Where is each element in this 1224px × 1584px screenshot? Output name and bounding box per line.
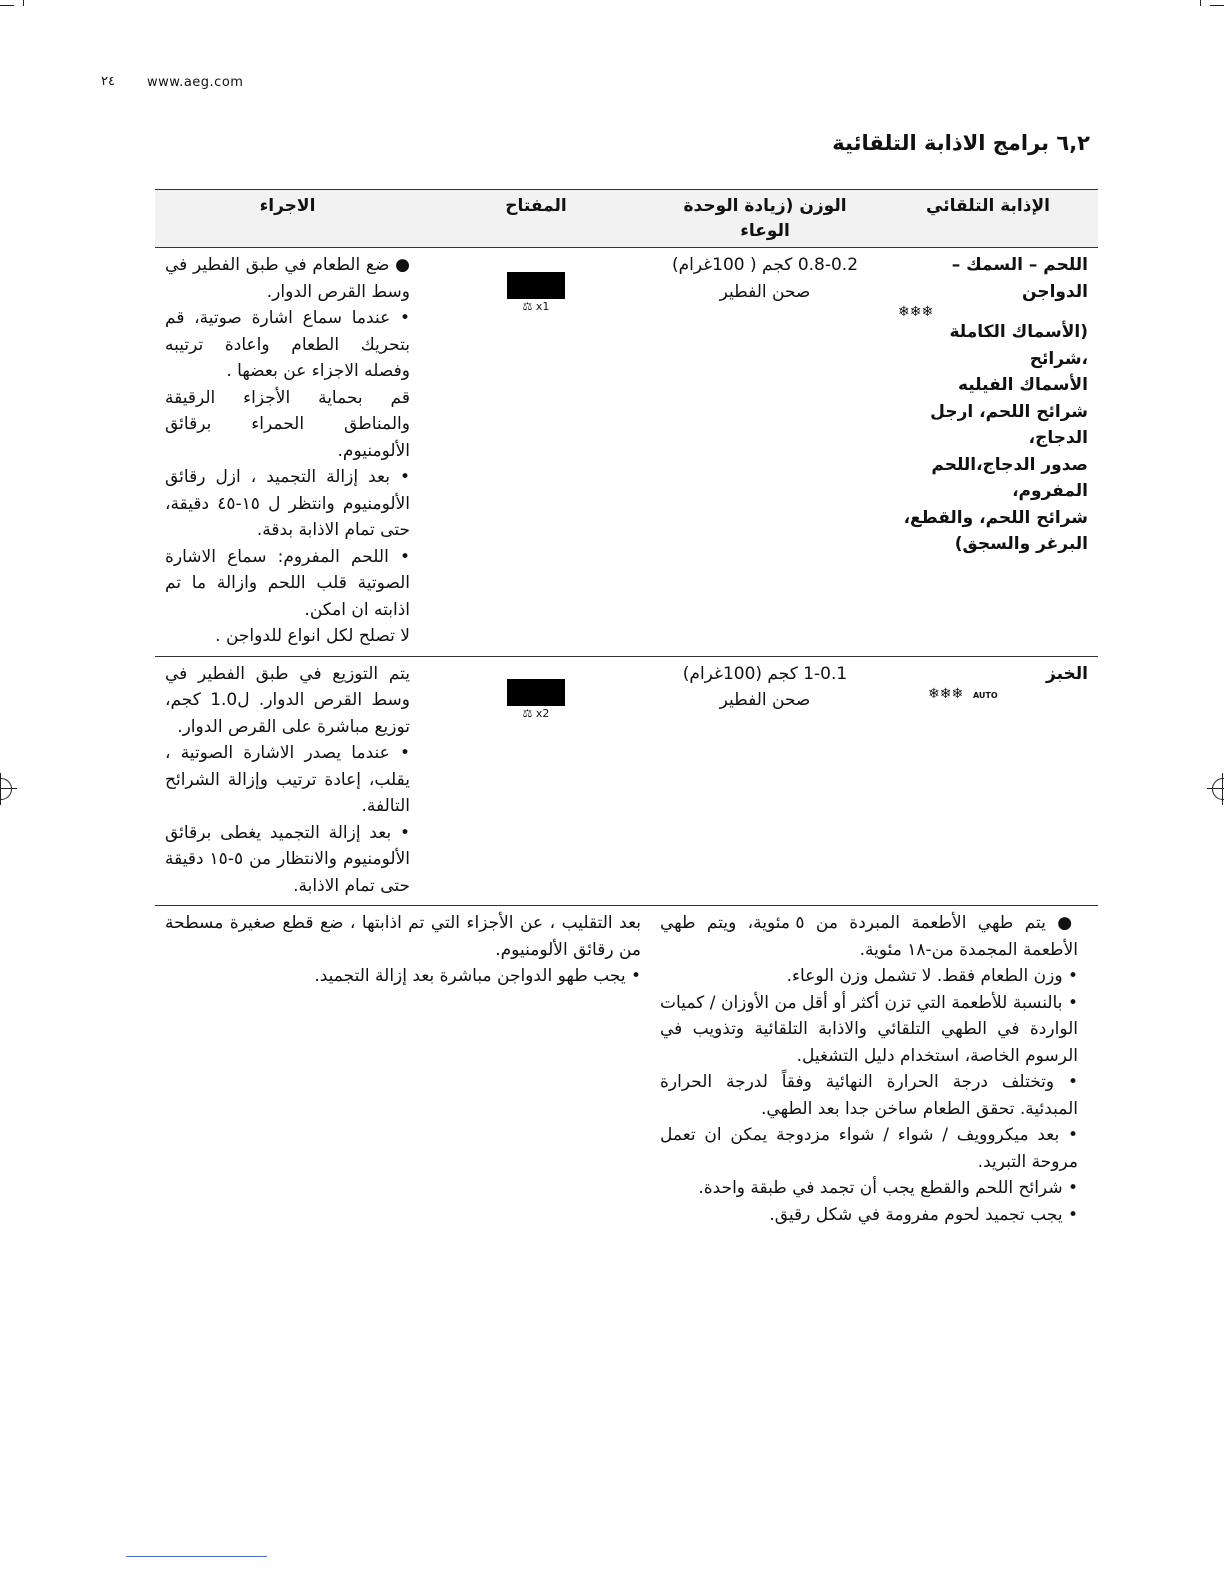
crop-mark: [1210, 5, 1224, 6]
note-item: • وتختلف درجة الحرارة النهائية وفقاً لدرجة الحرارة المبدئية. تحقق الطعام ساخن جدا بعد الطهي.: [660, 1072, 1078, 1119]
note-item: • يجب طهو الدواجن مباشرة بعد إزالة التجميد.: [314, 966, 641, 986]
key-press-label: [430, 706, 642, 722]
note-item: • وزن الطعام فقط. لا تشمل وزن الوعاء.: [786, 966, 1078, 986]
crop-mark: [0, 5, 14, 6]
header-auto-defrost: الإذابة التلقائي: [878, 190, 1098, 248]
row-detail: البرغر والسجق): [954, 534, 1088, 555]
auto-badge: AUTO: [972, 691, 998, 701]
row-weight-cell: [652, 656, 878, 906]
header-key: المفتاح: [420, 190, 652, 248]
key-count: x2: [535, 706, 550, 720]
scale-icon: ⚖: [522, 300, 533, 314]
container-value: صحن الفطير: [719, 281, 811, 302]
procedure-step: • عندما يصدر الاشارة الصوتية ، يقلب، إعادة ترتيب وإزالة الشرائح التالفة.: [165, 743, 410, 817]
row-procedure-cell: [155, 656, 420, 906]
key-image: [507, 679, 565, 706]
row-procedure-cell: [155, 248, 420, 657]
table-header-row: [155, 190, 1098, 248]
header-procedure: الاجراء: [155, 190, 420, 248]
row-auto-cell: [878, 248, 1098, 657]
key-press-label: [430, 299, 642, 315]
row-detail: شرائح اللحم، والقطع،: [903, 507, 1088, 528]
crop-mark: [23, 0, 24, 6]
defrost-icon: ❄❄❄: [928, 686, 964, 703]
container-value: صحن الفطير: [719, 690, 811, 711]
notes-left-column: [165, 910, 641, 990]
key-count: x1: [535, 300, 550, 314]
crop-mark: [1200, 0, 1201, 6]
key-image: [507, 272, 565, 299]
procedure-step: قم بحماية الأجزاء الرقيقة والمناطق الحمراء برقائق الألومنيوم.: [165, 387, 410, 461]
header-weight: الوزن (زيادة الوحدة الوعاء: [652, 190, 878, 248]
auto-defrost-icons: [888, 687, 1088, 703]
auto-defrost-table: [155, 189, 1098, 906]
defrost-icon: ❄❄❄: [898, 304, 934, 321]
table-row: [155, 656, 1098, 906]
note-item: • بعد ميكروويف / شواء / شواء مزدوجة يمكن ان تعمل مروحة التبريد.: [660, 1125, 1078, 1172]
notes-right-column: [660, 910, 1078, 1228]
row-title: الخبز: [1046, 663, 1088, 684]
procedure-step: • اللحم المفروم: سماع الاشارة الصوتية قلب اللحم وازالة ما تم اذابته ان امكن.: [165, 546, 410, 620]
registration-mark: [1212, 778, 1224, 800]
procedure-step: لا تصلح لكل انواع للدواجن .: [215, 626, 410, 647]
row-weight-cell: [652, 248, 878, 657]
website-url: www.aeg.com: [147, 75, 244, 90]
row-key-cell: [420, 656, 652, 906]
page-number: ٢٤: [101, 74, 115, 89]
weight-value: 1-0.1 كجم (100غرام): [682, 663, 848, 684]
row-detail: صدور الدجاج،اللحم المفروم،: [931, 454, 1088, 502]
scale-icon: ⚖: [522, 706, 533, 720]
row-detail: (الأسماك الكاملة ،شرائح: [949, 322, 1088, 369]
table-row: [155, 248, 1098, 657]
procedure-step: • عندما سماع اشارة صوتية، قم بتحريك الطعام واعادة ترتيبه وفصله الاجزاء عن بعضها .: [165, 308, 410, 382]
note-item: • شرائح اللحم والقطع يجب أن تجمد في طبقة واحدة.: [698, 1178, 1078, 1198]
footer-rule: [126, 1556, 267, 1557]
note-item: بعد التقليب ، عن الأجزاء التي تم اذابتها ، ضع قطع صغيرة مسطحة من رقائق الألومنيوم.: [165, 913, 641, 960]
weight-value: 0.8-0.2 كجم ( 100غرام): [671, 255, 859, 276]
row-detail: الأسماك الفيليه: [957, 375, 1088, 396]
row-key-cell: [420, 248, 652, 657]
procedure-step: • بعد إزالة التجميد ، ازل رقائق الألومنيوم وانتظر ل ١٥-٤٥ دقيقة، حتى تمام الاذابة بدقة.: [165, 467, 410, 541]
note-item: • يجب تجميد لحوم مفرومة في شكل رقيق.: [769, 1204, 1078, 1225]
row-title: اللحم – السمك – الدواجن: [951, 255, 1088, 302]
note-item: • بالنسبة للأطعمة التي تزن أكثر أو أقل من الأوزان / كميات الواردة في الطهي التلقائي والاذابة التلقائية وتذويب في الرسوم الخاصة، استخدام دليل التشغيل.: [660, 992, 1078, 1066]
section-title: ٦,٢ برامج الاذابة التلقائية: [832, 131, 1090, 155]
procedure-step: يتم التوزيع في طبق الفطير في وسط القرص الدوار. ل1.0 كجم، توزيع مباشرة على القرص الدوار.: [165, 663, 410, 737]
note-item: ● يتم طهي الأطعمة المبردة من ٥ مئوية، ويتم طهي الأطعمة المجمدة من-١٨ مئوية.: [660, 913, 1079, 960]
registration-mark: [0, 778, 12, 800]
procedure-step: • بعد إزالة التجميد يغطى برقائق الألومنيوم والانتظار من ٥-١٥ دقيقة حتى تمام الاذابة.: [165, 822, 410, 896]
row-detail: شرائح اللحم، ارجل الدجاج،: [930, 401, 1088, 449]
procedure-step: ● ضع الطعام في طبق الفطير في وسط القرص الدوار.: [165, 255, 410, 302]
row-auto-cell: [878, 656, 1098, 906]
